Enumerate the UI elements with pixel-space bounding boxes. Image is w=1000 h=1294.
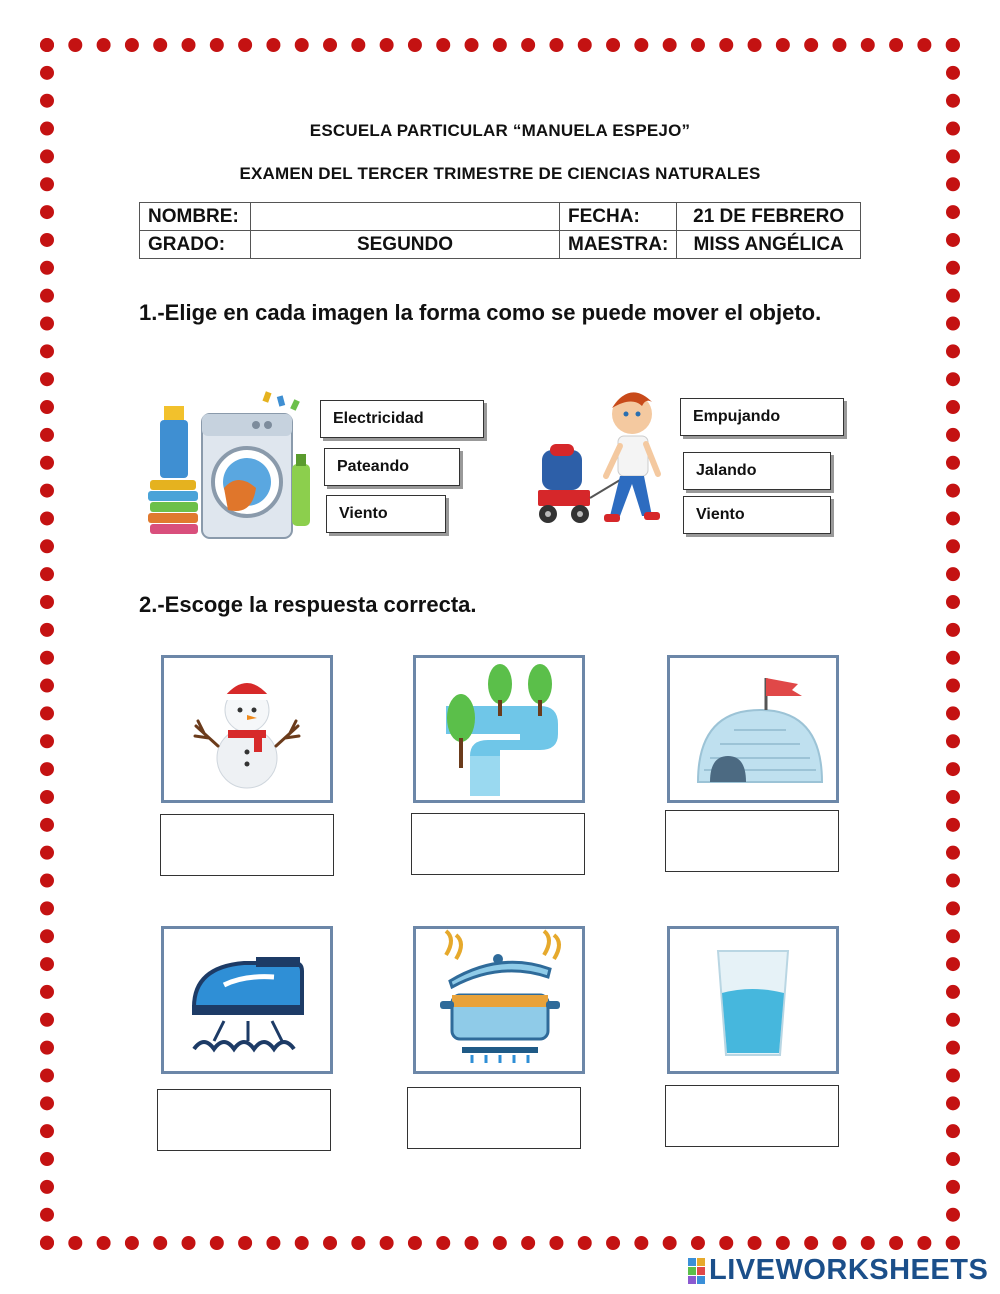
boiling-pot-icon xyxy=(416,929,582,1071)
answer-box-1[interactable] xyxy=(160,814,334,876)
option-empujando[interactable]: Empujando xyxy=(680,398,844,436)
exam-title: EXAMEN DEL TERCER TRIMESTRE DE CIENCIAS NATURALES xyxy=(239,164,761,183)
option-viento-washer[interactable]: Viento xyxy=(326,495,446,533)
date-label: FECHA: xyxy=(560,203,677,231)
grade-value: SEGUNDO xyxy=(251,231,560,259)
card-snowman xyxy=(161,655,333,803)
option-viento-wagon[interactable]: Viento xyxy=(683,496,831,534)
answer-box-3[interactable] xyxy=(665,810,839,872)
school-title: ESCUELA PARTICULAR “MANUELA ESPEJO” xyxy=(309,121,691,140)
answer-box-6[interactable] xyxy=(665,1085,839,1147)
logo-mark-icon xyxy=(688,1258,705,1284)
name-label: NOMBRE: xyxy=(140,203,251,231)
grade-label: GRADO: xyxy=(140,231,251,259)
washing-machine-icon xyxy=(146,384,316,546)
liveworksheets-logo xyxy=(688,1254,988,1287)
name-field[interactable] xyxy=(251,203,560,231)
brand-name: LIVEWORKSHEETS xyxy=(709,1254,989,1286)
card-water-glass xyxy=(667,926,839,1074)
card-igloo xyxy=(667,655,839,803)
answer-box-5[interactable] xyxy=(407,1087,581,1149)
teacher-value: MISS ANGÉLICA xyxy=(677,231,861,259)
boy-pulling-wagon-icon xyxy=(530,384,680,532)
answer-box-2[interactable] xyxy=(411,813,585,875)
water-glass-icon xyxy=(670,929,836,1071)
igloo-icon xyxy=(670,658,836,800)
answer-box-4[interactable] xyxy=(157,1089,331,1151)
student-info-table xyxy=(139,202,861,259)
card-river xyxy=(413,655,585,803)
card-iron xyxy=(161,926,333,1074)
option-electricidad[interactable]: Electricidad xyxy=(320,400,484,438)
option-jalando[interactable]: Jalando xyxy=(683,452,831,490)
question-1-text: 1.-Elige en cada imagen la forma como se puede mover el objeto. xyxy=(139,300,822,325)
river-icon xyxy=(416,658,582,800)
snowman-icon xyxy=(164,658,330,800)
teacher-label: MAESTRA: xyxy=(560,231,677,259)
card-boiling-pot xyxy=(413,926,585,1074)
date-value: 21 DE FEBRERO xyxy=(677,203,861,231)
question-2-text: 2.-Escoge la respuesta correcta. xyxy=(139,592,477,617)
iron-icon xyxy=(164,929,330,1071)
option-pateando[interactable]: Pateando xyxy=(324,448,460,486)
